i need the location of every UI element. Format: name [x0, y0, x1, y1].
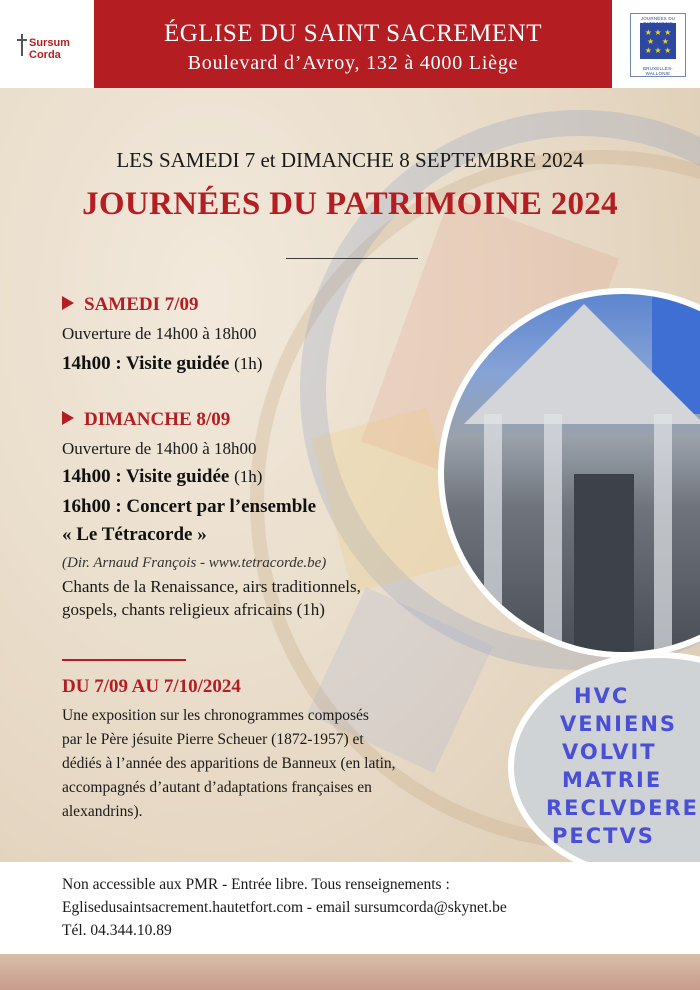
exhibition-description: Une exposition sur les chronogrammes composés par le Père jésuite Pierre Scheuer (1872-1957) et dédiés à l’année des apparitions de Banneux (en latin, accompagnés d’autant d’adaptations françaises en alexandrins).: [62, 707, 396, 820]
sunday-concert: 16h00 : Concert par l’ensemble: [62, 496, 317, 517]
church-name: ÉGLISE DU SAINT SACREMENT: [163, 20, 542, 47]
journees-patrimoine-logo: JOURNÉES DU ★ ★ ★ ★ ★ ★ ★ ★ BRUXELLES-WALLONIE: [612, 0, 700, 88]
sunday-heading: DIMANCHE 8/09: [62, 409, 230, 431]
divider: [286, 258, 418, 259]
sursum-corda-logo: [0, 0, 94, 88]
triangle-bullet-icon: [62, 296, 74, 310]
accessibility-info: Non accessible aux PMR - Entrée libre. Tous renseignements :: [62, 876, 450, 893]
event-dates: LES SAMEDI 7 et DIMANCHE 8 SEPTEMBRE 2024: [116, 148, 584, 172]
bottom-decor-band: [0, 952, 700, 990]
header-banner: [94, 0, 612, 88]
footer-info: [0, 862, 700, 954]
concert-program-line: gospels, chants religieux africains (1h): [62, 600, 325, 619]
concert-program-line: Chants de la Renaissance, airs traditionnels,: [62, 577, 361, 596]
sunday-opening: Ouverture de 14h00 à 18h00: [62, 439, 257, 458]
header: [0, 0, 700, 88]
saturday-heading: SAMEDI 7/09: [62, 294, 199, 316]
church-address: Boulevard d’Avroy, 132 à 4000 Liège: [187, 52, 519, 74]
concert-director: (Dir. Arnaud François - www.tetracorde.be): [62, 555, 327, 571]
exhibition-heading: DU 7/09 AU 7/10/2024: [62, 676, 241, 697]
logo-text: Sursum Corda: [29, 37, 70, 61]
mosaic-chronogram-photo: HVC VENIENS VOLVIT MATRIE RECLVDERE PECTVS: [508, 652, 700, 882]
cross-icon: [17, 34, 27, 56]
sunday-visit: 14h00 : Visite guidée (1h): [62, 466, 263, 487]
triangle-bullet-icon: [62, 411, 74, 425]
sunday-ensemble: « Le Tétracorde »: [62, 524, 207, 545]
website-email: Eglisedusaintsacrement.hautetfort.com - email sursumcorda@skynet.be: [62, 899, 507, 916]
divider: [62, 659, 186, 661]
event-title: JOURNÉES DU PATRIMOINE 2024: [82, 186, 618, 222]
saturday-opening: Ouverture de 14h00 à 18h00: [62, 324, 257, 343]
stars-icon: ★ ★ ★ ★ ★ ★ ★ ★: [644, 28, 672, 55]
phone-number: Tél. 04.344.10.89: [62, 922, 172, 939]
saturday-visit: 14h00 : Visite guidée (1h): [62, 353, 263, 374]
